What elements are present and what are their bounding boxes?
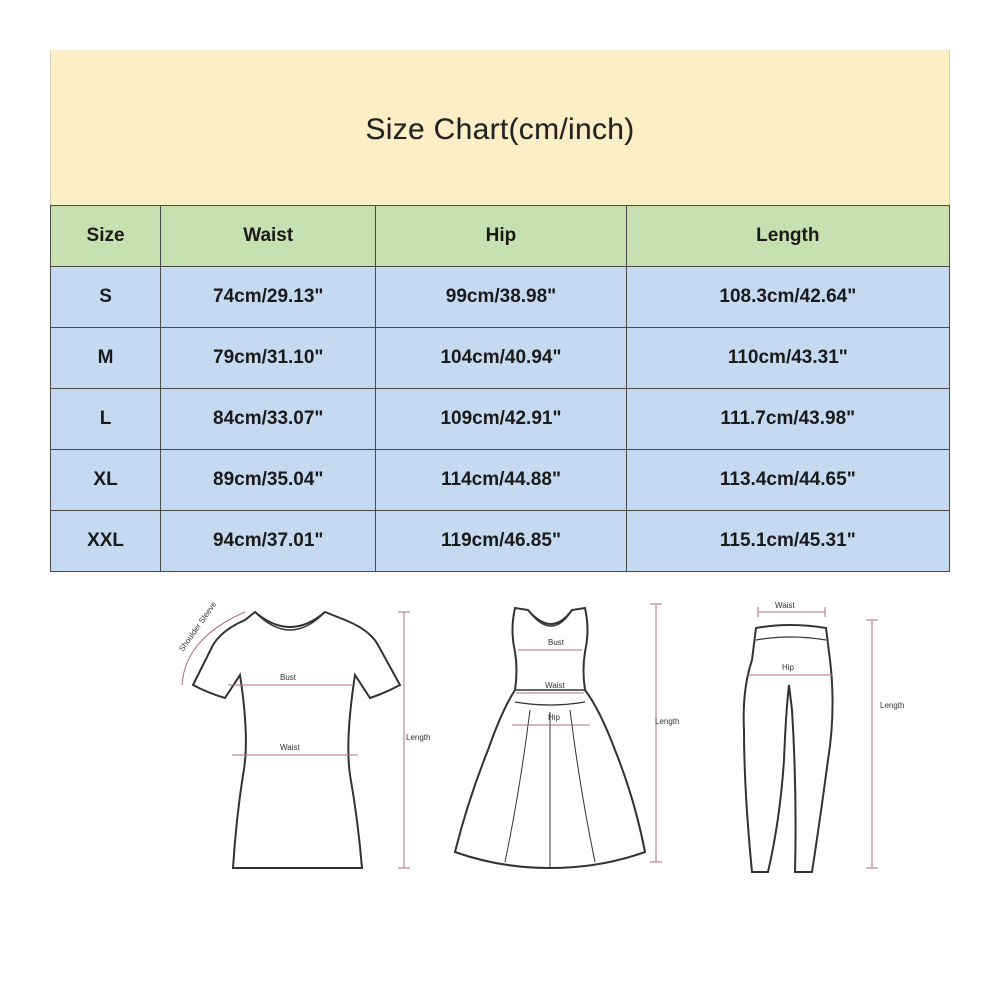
cell-hip: 109cm/42.91": [376, 389, 626, 450]
table-row: [51, 450, 950, 511]
table-row: [51, 511, 950, 572]
tshirt-outline: [193, 612, 400, 868]
pants-waistband: [756, 637, 826, 640]
header-size: Size: [51, 206, 161, 267]
table-row: [51, 267, 950, 328]
cell-waist: 94cm/37.01": [161, 511, 376, 572]
cell-size: L: [51, 389, 161, 450]
header-waist: Waist: [161, 206, 376, 267]
table-row: [51, 389, 950, 450]
cell-size: S: [51, 267, 161, 328]
waist-label: Waist: [775, 601, 795, 610]
measurement-illustrations: [0, 590, 1000, 890]
cell-length: 111.7cm/43.98": [626, 389, 949, 450]
shoulder-measure-line: [182, 612, 245, 685]
cell-hip: 99cm/38.98": [376, 267, 626, 328]
bust-label: Bust: [280, 673, 297, 682]
header-length: Length: [626, 206, 949, 267]
tshirt-diagram: [177, 599, 430, 868]
length-label: Length: [880, 701, 905, 710]
cell-size: XXL: [51, 511, 161, 572]
size-table: [50, 205, 950, 572]
header-hip: Hip: [376, 206, 626, 267]
length-label: Length: [406, 733, 431, 742]
cell-waist: 84cm/33.07": [161, 389, 376, 450]
cell-length: 108.3cm/42.64": [626, 267, 949, 328]
cell-waist: 89cm/35.04": [161, 450, 376, 511]
dress-fold: [505, 710, 530, 862]
dress-belt: [515, 702, 585, 705]
table-row: [51, 328, 950, 389]
waist-label: Waist: [545, 681, 565, 690]
table-header-row: [51, 206, 950, 267]
illustration-canvas: [0, 590, 1000, 890]
cell-waist: 74cm/29.13": [161, 267, 376, 328]
bust-label: Bust: [548, 638, 565, 647]
cell-hip: 104cm/40.94": [376, 328, 626, 389]
cell-length: 113.4cm/44.65": [626, 450, 949, 511]
page-title: Size Chart(cm/inch): [365, 112, 635, 146]
hip-label: Hip: [548, 713, 561, 722]
size-chart: [50, 50, 950, 572]
dress-diagram: [455, 604, 679, 868]
cell-size: M: [51, 328, 161, 389]
cell-hip: 114cm/44.88": [376, 450, 626, 511]
shoulder-label: Shoulder Sleeve: [177, 599, 219, 654]
pants-diagram: [744, 601, 905, 872]
cell-length: 115.1cm/45.31": [626, 511, 949, 572]
cell-size: XL: [51, 450, 161, 511]
dress-fold: [570, 710, 595, 862]
title-band: [50, 50, 950, 205]
cell-length: 110cm/43.31": [626, 328, 949, 389]
cell-waist: 79cm/31.10": [161, 328, 376, 389]
waist-label: Waist: [280, 743, 300, 752]
cell-hip: 119cm/46.85": [376, 511, 626, 572]
hip-label: Hip: [782, 663, 795, 672]
length-label: Length: [655, 717, 680, 726]
